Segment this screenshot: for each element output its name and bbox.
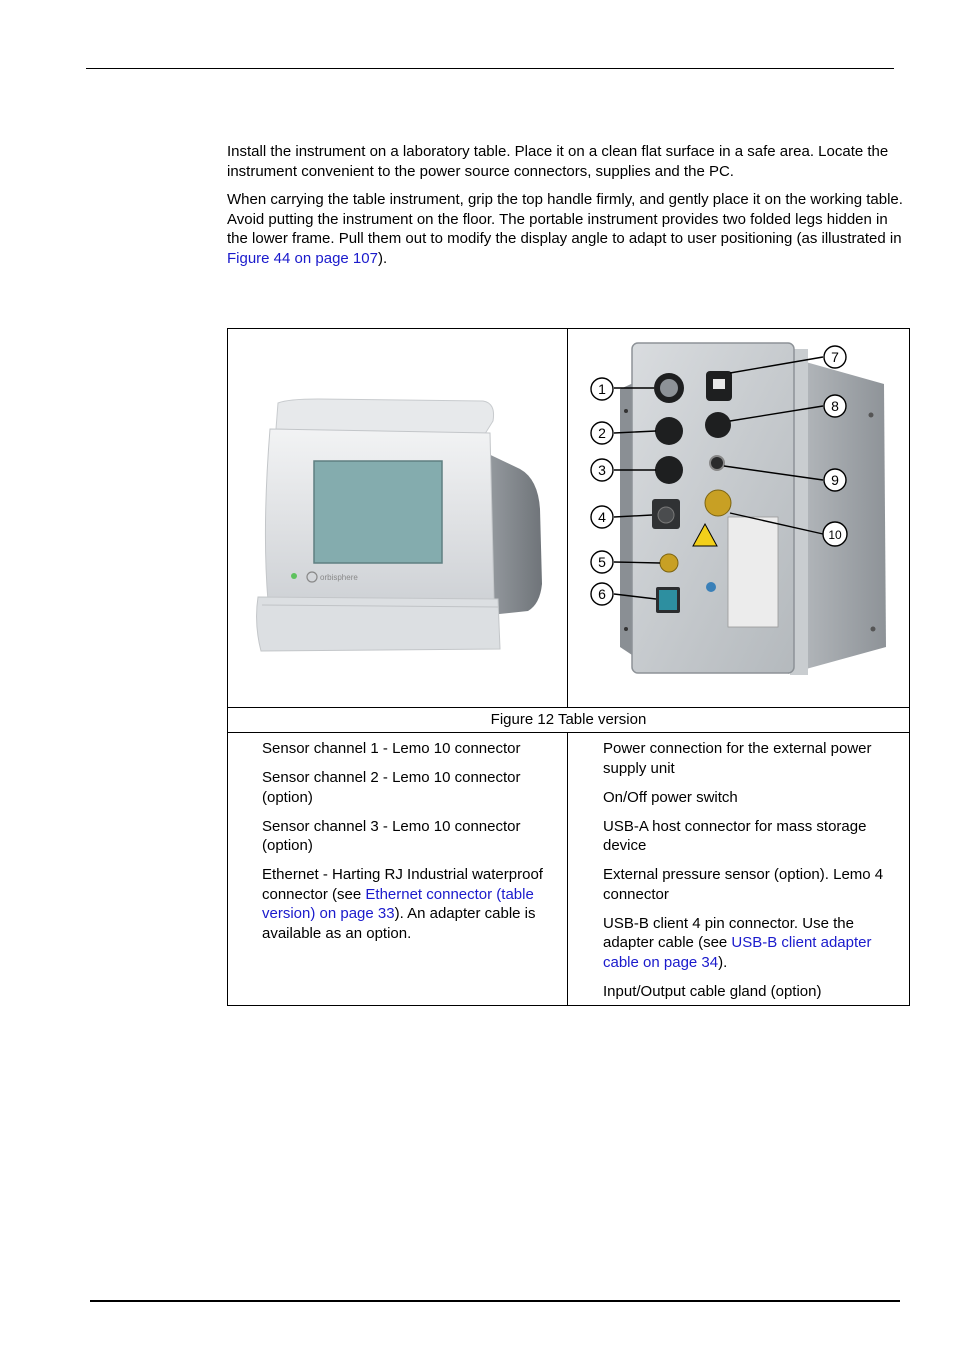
legend-right bbox=[568, 733, 910, 1006]
callout-9: 9 bbox=[831, 472, 839, 488]
legend-item-4 bbox=[228, 865, 567, 943]
legend-item-4-text-end: ). An adapter cable is available as an option. bbox=[262, 905, 536, 942]
back-view-image bbox=[568, 329, 909, 707]
legend-item-5: Power connection for the external power supply unit bbox=[603, 740, 872, 777]
callout-8: 8 bbox=[831, 398, 839, 414]
callout-6: 6 bbox=[598, 586, 606, 602]
callout-3: 3 bbox=[598, 462, 606, 478]
header-rule bbox=[86, 68, 894, 69]
legend-item-3: Sensor channel 3 - Lemo 10 connector (option) bbox=[262, 817, 521, 854]
legend-item-1: Sensor channel 1 - Lemo 10 connector bbox=[262, 740, 521, 757]
back-view-cell bbox=[568, 329, 910, 708]
figure-table bbox=[227, 328, 910, 1006]
footer-rule bbox=[90, 1300, 900, 1302]
legend-item-10: Input/Output cable gland (option) bbox=[603, 982, 822, 1000]
legend-item-8: External pressure sensor (option). Lemo 4 connector bbox=[603, 866, 884, 903]
figure-44-link[interactable]: Figure 44 on page 107 bbox=[227, 249, 378, 267]
intro-paragraph-1: Install the instrument on a laboratory table. Place it on a clean flat surface in a safe area. Locate the instrument convenient to the power source connectors, supplies and the PC. bbox=[227, 143, 889, 180]
figure-caption: Figure 12 Table version bbox=[228, 708, 910, 733]
legend-item-9 bbox=[568, 914, 909, 973]
legend-left bbox=[228, 733, 568, 1006]
front-view-cell bbox=[228, 329, 568, 708]
legend-item-9-text-end: ). bbox=[718, 953, 728, 971]
callout-2: 2 bbox=[598, 425, 606, 441]
legend-item-7: USB-A host connector for mass storage device bbox=[603, 817, 867, 854]
callout-1: 1 bbox=[598, 381, 606, 397]
legend-item-9-text: USB-B client 4 pin connector. Use the adapter cable (see bbox=[603, 914, 854, 951]
legend-item-6: On/Off power switch bbox=[603, 788, 738, 806]
callout-4: 4 bbox=[598, 509, 606, 525]
usb-b-adapter-link[interactable]: USB-B client adapter cable on page 34 bbox=[603, 934, 872, 971]
callout-7: 7 bbox=[831, 349, 839, 365]
callout-10: 10 bbox=[828, 528, 842, 542]
front-brand-label: orbisphere bbox=[320, 573, 358, 582]
ethernet-connector-link[interactable]: Ethernet connector (table version) on page 33 bbox=[262, 885, 534, 922]
intro-paragraph-2 bbox=[227, 190, 909, 268]
front-view-image bbox=[228, 329, 567, 707]
legend-item-2: Sensor channel 2 - Lemo 10 connector (option) bbox=[262, 769, 521, 806]
legend-item-4-text: Ethernet - Harting RJ Industrial waterproof connector (see bbox=[262, 866, 543, 903]
callout-5: 5 bbox=[598, 554, 606, 570]
para2-text-end: ). bbox=[377, 249, 388, 267]
para2-text: When carrying the table instrument, grip the top handle firmly, and gently place it on the working table. Avoid putting the instrument on the floor. The portable instrument provides two folded legs hidden in the lower frame. Pull them out to modify the display angle to adapt to user positioning (as illustrated in bbox=[227, 191, 903, 247]
